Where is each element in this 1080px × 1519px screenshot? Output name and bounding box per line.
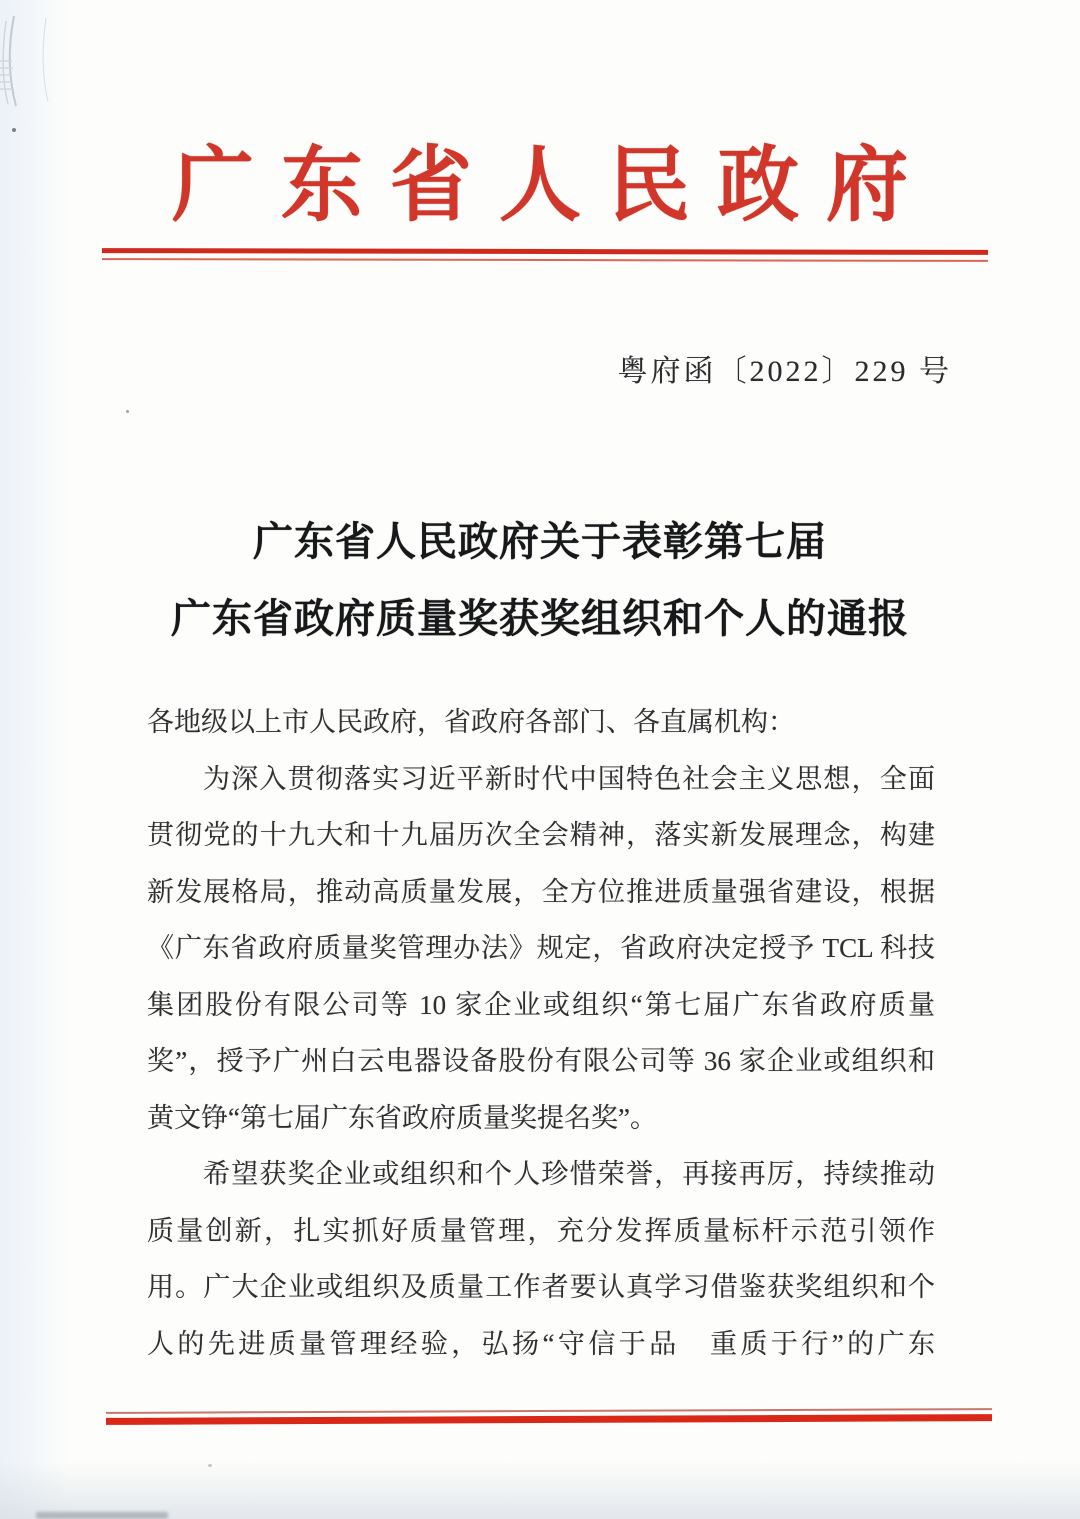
title-line-2: 广东省政府质量奖获奖组织和个人的通报	[171, 596, 909, 641]
scan-artifact-bottom-smudge	[36, 1512, 168, 1519]
scan-speck	[12, 128, 16, 132]
body-line: 用。广大企业或组织及质量工作者要认真学习借鉴获奖组织和个	[147, 1272, 935, 1302]
title-line-1: 广东省人民政府关于表彰第七届	[253, 519, 827, 564]
body-line: 人的先进质量管理经验，弘扬“守信于品 重质于行”的广东	[147, 1328, 935, 1359]
document-number: 粤府函〔2022〕229 号	[617, 355, 952, 388]
letterhead-text: 广东省人民政府	[171, 140, 936, 231]
body-line: 《广东省政府质量奖管理办法》规定，省政府决定授予 TCL 科技	[147, 933, 935, 963]
body-line: 贯彻党的十九大和十九届历次全会精神，落实新发展理念，构建	[147, 820, 935, 850]
body-line: 质量创新，扎实抓好质量管理，充分发挥质量标杆示范引领作	[147, 1215, 935, 1246]
body-line: 集团股份有限公司等 10 家企业或组织“第七届广东省政府质量	[147, 989, 935, 1020]
header-divider-thick-line	[102, 248, 988, 255]
document-body	[147, 694, 935, 1372]
body-line: 新发展格局，推动高质量发展，全方位推进质量强省建设，根据	[147, 876, 935, 907]
document-title	[0, 503, 1080, 657]
letterhead-title	[0, 134, 1080, 238]
body-line-salutation: 各地级以上市人民政府，省政府各部门、各直属机构：	[147, 707, 795, 737]
header-divider-thin-line	[102, 258, 988, 262]
scan-speck	[208, 1464, 212, 1467]
footer-divider-thick-line	[106, 1414, 992, 1425]
footer-divider	[106, 1408, 992, 1425]
footer-divider-thin-line	[106, 1408, 992, 1414]
body-line: 奖”，授予广州白云电器设备股份有限公司等 36 家企业或组织和	[147, 1046, 935, 1076]
header-divider	[102, 248, 988, 262]
body-line: 黄文铮“第七届广东省政府质量奖提名奖”。	[147, 1102, 657, 1133]
body-line: 希望获奖企业或组织和个人珍惜荣誉，再接再厉，持续推动	[203, 1159, 935, 1189]
body-line: 为深入贯彻落实习近平新时代中国特色社会主义思想，全面	[203, 763, 935, 794]
scan-speck	[126, 410, 129, 413]
